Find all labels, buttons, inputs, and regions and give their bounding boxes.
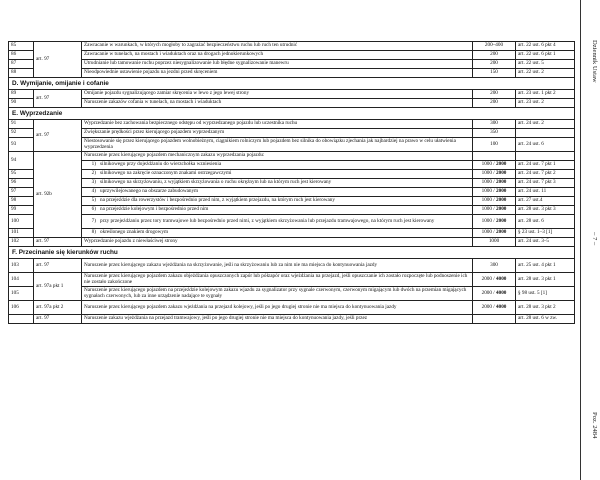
legal-basis: art. 97	[34, 42, 82, 78]
offence-description: Naruszenie przez kierującego pojazdem zakazu objeżdżania opuszczonych zapór lub półzapór oraz wjeżdżania na przejazd, jeśli opuszczanie ich zostało rozpoczęte lub podnoszenie ich nie zostało zakończone	[82, 273, 473, 287]
offence-description	[82, 179, 473, 188]
sub-item	[84, 180, 470, 186]
fine-amount: 1000 / 2000	[473, 215, 516, 229]
table-row	[9, 179, 575, 188]
sub-item-number: 8)	[91, 229, 96, 236]
sub-item-number: 3)	[91, 179, 96, 186]
fine-amount: 1000 / 2000	[473, 229, 516, 238]
legal-reference: art. 24 ust. 11	[516, 188, 575, 197]
legal-reference: art. 24 ust. 7 pkt 3	[516, 179, 575, 188]
legal-basis: art. 92b	[34, 152, 82, 238]
table-row	[9, 197, 575, 206]
legal-reference: art. 28 ust. 3 pkt 2	[516, 301, 575, 315]
sub-item	[84, 198, 470, 204]
legal-basis: art. 97a pkt 1	[34, 273, 82, 301]
sub-item-number: 5)	[91, 197, 96, 204]
fine-amount-base: 2000	[481, 289, 492, 296]
offence-description	[82, 206, 473, 215]
row-number: 98	[9, 197, 34, 206]
fine-amount: 1000 / 2000	[473, 170, 516, 179]
sub-item	[84, 230, 470, 236]
legal-reference: art. 28 ust. 6 w zw.	[516, 315, 575, 324]
table-row	[9, 90, 575, 99]
sub-item-text: silnikowego przy dojeżdżaniu do wierzchołka wzniesienia	[100, 161, 222, 168]
sub-item-number: 6)	[91, 206, 96, 213]
fine-amount: 2000 / 4000	[473, 287, 516, 301]
fine-amount-repeat: 2000	[496, 206, 507, 213]
row-number: 93	[9, 138, 34, 152]
legal-basis: art. 97	[34, 90, 82, 108]
table-row	[9, 206, 575, 215]
sub-item-number: 7)	[91, 217, 96, 224]
table-row	[9, 188, 575, 197]
offence-description	[82, 161, 473, 170]
table-row	[9, 129, 575, 138]
sub-item-text: silnikowego na skrzyżowaniu, z wyjątkiem skrzyżowania o ruchu okrężnym lub na którym ruch jest kierowany	[100, 179, 332, 186]
legal-reference: art. 25 ust. 4 pkt 1	[516, 259, 575, 273]
position-number: Poz. 2484	[591, 412, 598, 439]
table-row	[9, 152, 575, 161]
fine-amount-base: 2000	[481, 275, 492, 282]
fine-amount: 200	[473, 60, 516, 69]
offence-description: Wyprzedzanie pojazdu z niewłaściwej strony	[82, 238, 473, 247]
table-row	[9, 99, 575, 108]
table-row	[9, 69, 575, 78]
row-number: 97	[9, 188, 34, 197]
legal-reference: art. 23 ust. 1 pkt 2	[516, 90, 575, 99]
row-number: 102	[9, 238, 34, 247]
row-number: 86	[9, 51, 34, 60]
fine-amount-base: 1000	[481, 179, 492, 186]
table-row	[9, 161, 575, 170]
offence-description: Omijanie pojazdu sygnalizującego zamiar skręcenia w lewo z jego lewej strony	[82, 90, 473, 99]
row-number: 95	[9, 170, 34, 179]
legal-reference: art. 23 ust. 2	[516, 99, 575, 108]
offence-description: Utrudnianie lub tamowanie ruchu poprzez niesygnalizowanie lub błędne sygnalizowanie manewru	[82, 60, 473, 69]
fine-amount	[473, 152, 516, 161]
fine-amount: 300	[473, 259, 516, 273]
fine-amount-base: 1000	[481, 188, 492, 195]
fine-amount-repeat: 4000	[496, 289, 507, 296]
offence-description	[82, 188, 473, 197]
table-row	[9, 259, 575, 273]
sub-item-text: silnikowego na zakręcie oznaczonym znakami ostrzegawczymi	[100, 170, 232, 177]
table-row	[9, 273, 575, 287]
legal-reference: § 23 ust. 1–3 [1]	[516, 229, 575, 238]
fine-amount: 1000 / 2000	[473, 188, 516, 197]
document-page	[8, 41, 574, 324]
row-number: 94	[9, 152, 34, 170]
legal-reference: art. 22 ust. 2	[516, 69, 575, 78]
row-number: 100	[9, 215, 34, 229]
section-heading-row	[9, 247, 575, 259]
legal-reference: art. 24 ust. 2	[516, 120, 575, 129]
row-number: 87	[9, 60, 34, 69]
fine-amount: 300	[473, 120, 516, 129]
sub-item-text: na przejeździe dla rowerzystów i bezpośrednio przed nim, z wyjątkiem przejazdu, na którym ruch jest kierowany	[100, 197, 335, 204]
fine-amount: 150	[473, 69, 516, 78]
section-heading-row	[9, 78, 575, 90]
section-heading: D. Wymijanie, omijanie i cofanie	[9, 78, 575, 90]
legal-reference: art. 28 ust. 6	[516, 215, 575, 229]
fine-amount: 350	[473, 129, 516, 138]
legal-basis: art. 97a pkt 2	[34, 301, 82, 315]
table-row	[9, 287, 575, 301]
legal-reference: art. 22 ust. 5	[516, 60, 575, 69]
section-heading: F. Przecinanie się kierunków ruchu	[9, 247, 575, 259]
offence-description: Nieodpowiednie ustawienie pojazdu na jezdni przed skręceniem	[82, 69, 473, 78]
fine-amount: 200	[473, 51, 516, 60]
table-row	[9, 42, 575, 51]
row-number: 89	[9, 90, 34, 99]
legal-reference: art. 24 ust. 7 pkt 1	[516, 161, 575, 170]
offence-description: Niestosowanie się przez kierującego pojazdem wolnobieżnym, ciągnikiem rolniczym lub pojazdem bez silnika do obowiązku zjechania jak najbardziej na prawo w celu ułatwienia wyprzedzenia	[82, 138, 473, 152]
fine-amount-base: 1000	[481, 170, 492, 177]
fine-amount: 1000 / 2000	[473, 206, 516, 215]
offence-description	[82, 170, 473, 179]
table-row	[9, 60, 575, 69]
table-row	[9, 51, 575, 60]
offence-description: Zawracanie w warunkach, w których mogłoby to zagrażać bezpieczeństwu ruchu lub ruch ten utrudnić	[82, 42, 473, 51]
offence-description: Naruszenie przez kierującego pojazdem zakazu wjeżdżania na przejazd kolejowy, jeśli po jego drugiej stronie nie ma miejsca do kontynuowania jazdy	[82, 301, 473, 315]
row-number: 90	[9, 99, 34, 108]
margin-rule	[580, 0, 581, 480]
legal-reference: art. 24 ust. 7 pkt 2	[516, 170, 575, 179]
fine-amount: 1000 / 2000	[473, 179, 516, 188]
journal-name: Dziennik Ustaw	[591, 40, 598, 83]
sub-item-text: uprzywilejowanego na obszarze zabudowanym	[100, 188, 199, 195]
table-row	[9, 170, 575, 179]
fine-amount: 1000 / 2000	[473, 197, 516, 206]
table-row	[9, 315, 575, 324]
fine-amount-base: 1000	[481, 206, 492, 213]
sub-item	[84, 162, 470, 168]
offence-description: Naruszenie przez kierującego zakazu wjeżdżania na skrzyżowanie, jeśli na skrzyżowaniu lub za nim nie ma miejsca do kontynuowania jazdy	[82, 259, 473, 273]
fine-amount-base: 1000	[481, 217, 492, 224]
fine-amount: 1000 / 2000	[473, 161, 516, 170]
legal-basis: art. 97	[34, 259, 82, 273]
fine-amount-base: 1000	[481, 197, 492, 204]
legal-reference	[516, 152, 575, 161]
row-number	[9, 315, 34, 324]
fine-amount-repeat: 2000	[496, 161, 507, 168]
legal-basis: art. 97	[34, 238, 82, 247]
table-row	[9, 229, 575, 238]
row-number: 92	[9, 129, 34, 138]
offence-description: Naruszenie zakazów cofania w tunelach, na mostach i wiaduktach	[82, 99, 473, 108]
sub-item	[84, 189, 470, 195]
row-number: 88	[9, 69, 34, 78]
legal-reference	[516, 129, 575, 138]
sub-item-text: na przejeździe kolejowym i bezpośrednio przed nim	[100, 206, 209, 213]
row-number: 91	[9, 120, 34, 129]
row-number: 96	[9, 179, 34, 188]
offence-description: Naruszenie zakazu wjeżdżania na przejazd tramwajowy, jeśli po jego drugiej stronie nie ma miejsca do kontynuowania jazdy, jeśli przez	[82, 315, 473, 324]
fine-amount: 200–400	[473, 42, 516, 51]
legal-reference: art. 28 ust. 3 pkt 3	[516, 206, 575, 215]
fine-amount-repeat: 2000	[496, 217, 507, 224]
row-number: 105	[9, 287, 34, 301]
table-row	[9, 120, 575, 129]
fine-amount: 200	[473, 90, 516, 99]
fine-amount-base: 1000	[481, 229, 492, 236]
table-row	[9, 138, 575, 152]
fine-amount	[473, 315, 516, 324]
fine-amount-base: 2000	[481, 303, 492, 310]
legal-basis: art. 97	[34, 315, 82, 324]
offence-description	[82, 197, 473, 206]
section-heading-row	[9, 108, 575, 120]
table-row	[9, 238, 575, 247]
offence-description: Zwiększanie prędkości przez kierującego pojazdem wyprzedzanym	[82, 129, 473, 138]
row-number: 104	[9, 273, 34, 287]
sub-item-text: przy przejeżdżaniu przez tory tramwajowe lub bezpośrednio przed nimi, z wyjątkiem skrzyżowania lub przejazdu tramwajowego, na którym ruch jest kierowany	[100, 217, 435, 224]
legal-reference: art. 24 ust. 6	[516, 138, 575, 152]
sub-item	[84, 207, 470, 213]
sub-item-number: 1)	[91, 161, 96, 168]
fine-amount-repeat: 2000	[496, 197, 507, 204]
offence-description	[82, 229, 473, 238]
legal-reference: art. 27 ust.4	[516, 197, 575, 206]
fine-amount: 100	[473, 138, 516, 152]
offence-description	[82, 215, 473, 229]
fine-amount: 2000 / 4000	[473, 301, 516, 315]
fine-amount: 200	[473, 99, 516, 108]
legal-reference: § 98 ust. 5 [1]	[516, 287, 575, 301]
legal-reference: art. 24 ust. 3–5	[516, 238, 575, 247]
section-heading: E. Wyprzedzanie	[9, 108, 575, 120]
fine-amount-repeat: 2000	[496, 170, 507, 177]
penalty-table	[8, 41, 575, 324]
row-number: 85	[9, 42, 34, 51]
fine-amount-repeat: 4000	[496, 275, 507, 282]
fine-amount-repeat: 2000	[496, 188, 507, 195]
fine-amount-base: 1000	[481, 161, 492, 168]
legal-reference: art. 22 ust. 6 pkt 4	[516, 42, 575, 51]
offence-description: Naruszenie przez kierującego pojazdem na przejeździe kolejowym zakazu wjazdu za sygnalizator przy sygnale czerwonym, czerwonym migającym lub dwóch na przemian migających sygnałach czerwonych, lub za inne urządzenie nadające te sygnały	[82, 287, 473, 301]
sub-item-text: określonego znakiem drogowym	[100, 229, 168, 236]
table-row	[9, 301, 575, 315]
row-number: 99	[9, 206, 34, 215]
fine-amount-repeat: 2000	[496, 229, 507, 236]
sub-item-number: 4)	[91, 188, 96, 195]
legal-reference: art. 22 ust. 6 pkt 1	[516, 51, 575, 60]
fine-amount: 2000 / 4000	[473, 273, 516, 287]
offence-description: Naruszenie przez kierującego pojazdem mechanicznym zakazu wyprzedzania pojazdu:	[82, 152, 473, 161]
page-number: – 7 –	[591, 232, 598, 246]
legal-reference: art. 28 ust. 3 pkt 1	[516, 273, 575, 287]
row-number: 106	[9, 301, 34, 315]
offence-description: Wyprzedzanie bez zachowania bezpiecznego odstępu od wyprzedzanego pojazdu lub uczestnika ruchu	[82, 120, 473, 129]
table-row	[9, 215, 575, 229]
fine-amount: 1000	[473, 238, 516, 247]
row-number: 103	[9, 259, 34, 273]
offence-description: Zawracanie w tunelach, na mostach i wiaduktach oraz na drogach jednokierunkowych	[82, 51, 473, 60]
fine-amount-repeat: 2000	[496, 179, 507, 186]
sub-item	[84, 171, 470, 177]
sub-item-number: 2)	[91, 170, 96, 177]
sub-item	[84, 219, 470, 225]
row-number: 101	[9, 229, 34, 238]
legal-basis: art. 97	[34, 120, 82, 152]
fine-amount-repeat: 4000	[496, 303, 507, 310]
